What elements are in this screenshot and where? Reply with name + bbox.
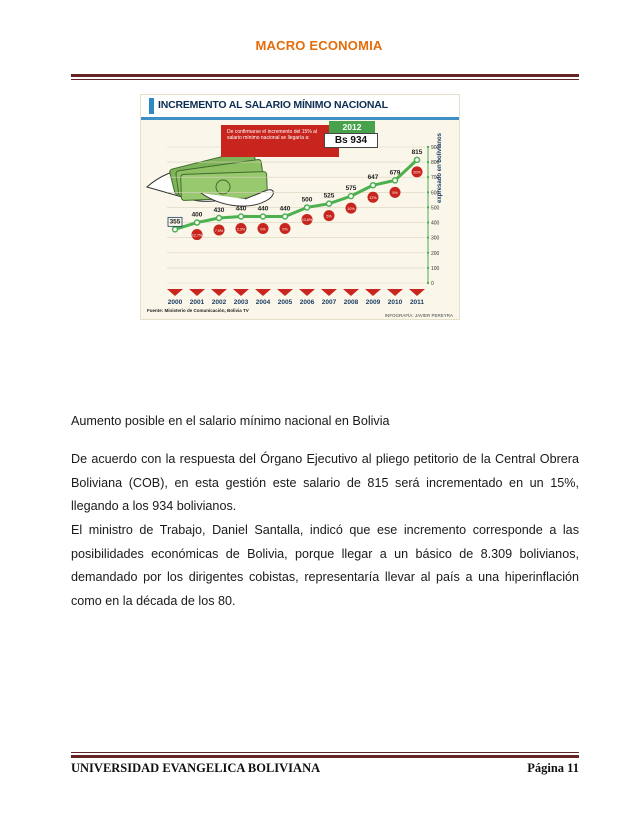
y-tick-label: 700 (431, 175, 440, 182)
increase-label: 10% (347, 206, 355, 211)
increase-label: 7,5% (214, 228, 224, 233)
footer-university: UNIVERSIDAD EVANGELICA BOLIVIANA (71, 761, 321, 775)
data-point (415, 157, 420, 162)
data-label: 647 (367, 174, 379, 182)
data-label: 679 (389, 169, 401, 177)
data-point (195, 220, 200, 225)
x-tick-label: 2006 (299, 299, 315, 306)
year-arrow (365, 289, 381, 296)
year-arrow (189, 289, 205, 296)
y-tick-label: 500 (431, 205, 440, 212)
x-tick-label: 2002 (211, 299, 227, 306)
x-tick-label: 2007 (321, 299, 337, 306)
infographic-credit: INFOGRAFÍA: JAVIER PEREYRA (384, 313, 453, 318)
y-tick-label: 800 (431, 160, 440, 167)
data-point (173, 227, 178, 232)
year-arrow (255, 289, 271, 296)
year-arrow (277, 289, 293, 296)
x-tick-label: 2011 (409, 299, 425, 306)
data-label: 440 (279, 205, 291, 213)
data-point (305, 205, 310, 210)
data-point (393, 178, 398, 183)
paragraph-cob-response: De acuerdo con la respuesta del Órgano Ejecutivo al pliego petitorio de la Central Obrera Boliviana (COB), en esta gestión este salario de 815 será incrementado en un 15%, llegando a los 934 bolivianos. (71, 452, 579, 513)
data-point (349, 194, 354, 199)
y-tick-label: 200 (431, 250, 440, 257)
infographic-source: Fuente: Ministerio de Comunicación, Bolivia TV (147, 308, 249, 313)
year-arrow (299, 289, 315, 296)
y-tick-label: 100 (431, 265, 440, 272)
data-point (283, 214, 288, 219)
projection-year: 2012 (329, 121, 375, 133)
x-tick-label: 2010 (387, 299, 403, 306)
data-label: 575 (345, 185, 357, 193)
y-tick-label: 400 (431, 220, 440, 227)
infographic-title: INCREMENTO AL SALARIO MÍNIMO NACIONAL (158, 99, 388, 111)
data-label: 430 (213, 207, 225, 215)
x-tick-label: 2008 (343, 299, 359, 306)
data-label: 440 (257, 205, 269, 213)
projection-amount: Bs 934 (324, 133, 378, 148)
y-axis-title: expresado en bolivianos (437, 132, 443, 203)
y-tick-label: 0 (431, 281, 434, 287)
header-divider-thin (71, 79, 579, 80)
year-arrow (409, 289, 425, 296)
salary-infographic (140, 94, 460, 320)
x-tick-label: 2004 (255, 299, 271, 306)
increase-label: 13,6% (301, 218, 313, 223)
y-tick-label: 300 (431, 235, 440, 242)
increase-label: 20% (413, 170, 421, 175)
data-label: 525 (323, 192, 335, 200)
increase-label: 5% (392, 191, 398, 196)
footer-page-number: Página 11 (527, 761, 579, 775)
x-tick-label: 2005 (277, 299, 293, 306)
increase-label: 5% (326, 214, 332, 219)
header-divider (71, 74, 579, 77)
data-label: 815 (411, 148, 423, 156)
increase-label: 12% (369, 196, 377, 201)
increase-label: 12,7% (191, 233, 203, 238)
data-label: 440 (235, 205, 247, 213)
hand-money-icon (147, 149, 273, 206)
x-tick-label: 2001 (189, 299, 205, 306)
data-point (239, 214, 244, 219)
figure-caption: Aumento posible en el salario mínimo nacional en Bolivia (71, 414, 390, 428)
page-header-title: MACRO ECONOMIA (255, 38, 383, 53)
year-arrow (387, 289, 403, 296)
year-arrow (321, 289, 337, 296)
data-label: 400 (191, 211, 203, 219)
data-label: 355 (169, 218, 181, 226)
x-tick-label: 2003 (233, 299, 249, 306)
footer-divider (71, 755, 579, 758)
year-arrow (211, 289, 227, 296)
y-tick-label: 900 (431, 145, 440, 151)
projection-note: De confirmarse el incremento del 15% al salario mínimo nacional se llegaría a: (221, 125, 339, 157)
footer-divider-thin (71, 752, 579, 753)
year-arrow (343, 289, 359, 296)
increase-label: 0% (282, 227, 288, 232)
x-tick-label: 2000 (167, 299, 183, 306)
x-tick-label: 2009 (365, 299, 381, 306)
increase-label: 0% (260, 227, 266, 232)
paragraph-minister-statement: El ministro de Trabajo, Daniel Santalla, indicó que ese incremento corresponde a las posibilidades económicas de Bolivia, porque llegar a un básico de 8.309 bolivianos, demandado por los dirigentes cobistas, representaría llevar al país a una hiperinflación como en la década de los 80. (71, 523, 579, 608)
data-point (261, 214, 266, 219)
y-tick-label: 600 (431, 190, 440, 197)
data-point (371, 183, 376, 188)
data-label: 500 (301, 196, 313, 204)
increase-label: 2,3% (236, 227, 246, 232)
year-arrow (233, 289, 249, 296)
data-point (217, 216, 222, 221)
year-arrow (167, 289, 183, 296)
data-point (327, 201, 332, 206)
